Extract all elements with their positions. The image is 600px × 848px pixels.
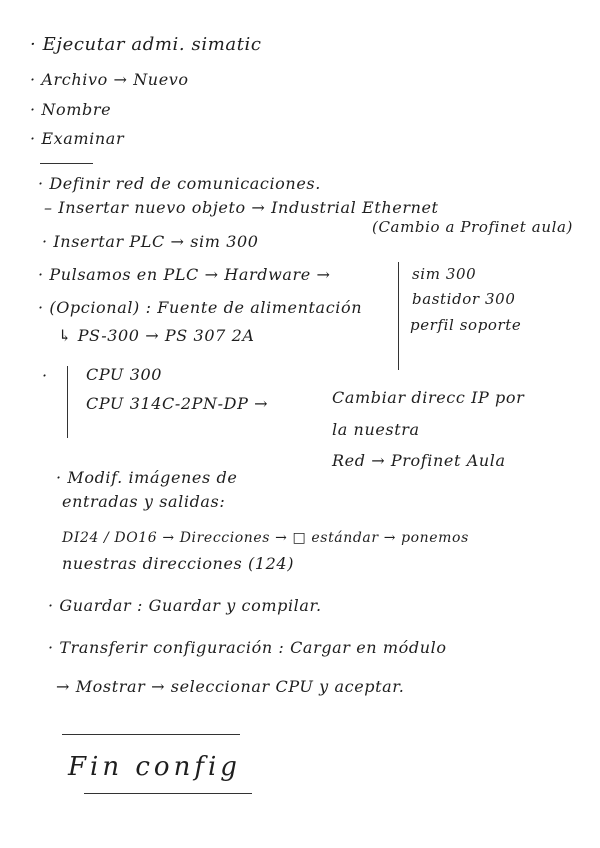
note-line: · Pulsamos en PLC → Hardware → xyxy=(38,265,331,284)
note-line: nuestras direcciones (124) xyxy=(62,554,295,573)
note-line: · Nombre xyxy=(30,100,112,119)
note-line: entradas y salidas: xyxy=(62,492,226,511)
note-line: CPU 314C-2PN-DP → xyxy=(86,394,269,413)
note-line: · Modif. imágenes de xyxy=(56,468,238,487)
note-line: sim 300 xyxy=(412,265,477,283)
bracket-line xyxy=(398,262,399,370)
note-line: Red → Profinet Aula xyxy=(332,451,506,470)
note-line: · Definir red de comunicaciones. xyxy=(38,174,321,193)
note-line: · Archivo → Nuevo xyxy=(30,70,189,89)
separator-line xyxy=(40,163,93,164)
note-line: · Guardar : Guardar y compilar. xyxy=(48,596,322,615)
separator-line xyxy=(84,793,252,794)
note-line: DI24 / DO16 → Direcciones → □ estándar → ponemos xyxy=(62,530,469,546)
note-line: Cambiar direcc IP por xyxy=(332,388,525,407)
note-line: · Examinar xyxy=(30,129,125,148)
note-line: perfil soporte xyxy=(410,316,522,334)
note-line: · Transferir configuración : Cargar en módulo xyxy=(48,638,447,657)
note-line: – Insertar nuevo objeto → Industrial Ethernet xyxy=(44,198,439,217)
note-line: (Cambio a Profinet aula) xyxy=(372,218,573,236)
note-line: · Ejecutar admi. simatic xyxy=(30,34,262,55)
end-title: Fin config xyxy=(68,752,241,782)
note-line: CPU 300 xyxy=(86,365,163,384)
note-line: → Mostrar → seleccionar CPU y aceptar. xyxy=(56,677,405,696)
note-line: ↳ PS-300 → PS 307 2A xyxy=(58,326,255,345)
bracket-line xyxy=(67,366,68,438)
separator-line xyxy=(62,734,240,735)
note-line: · (Opcional) : Fuente de alimentación xyxy=(38,298,363,317)
note-line: bastidor 300 xyxy=(412,290,516,308)
note-line: · xyxy=(42,366,48,385)
note-line: · Insertar PLC → sim 300 xyxy=(42,232,259,251)
note-line: la nuestra xyxy=(332,420,420,439)
